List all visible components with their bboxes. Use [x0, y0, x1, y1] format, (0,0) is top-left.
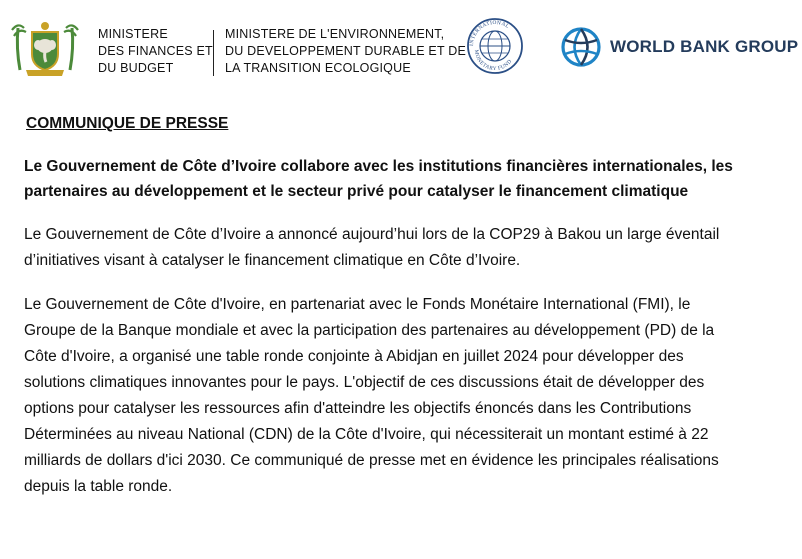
ministry-environment-block: [225, 26, 466, 77]
svg-text:INTERNATIONAL: INTERNATIONAL: [468, 19, 511, 47]
header-divider: [213, 30, 214, 76]
press-release-body: [24, 114, 744, 518]
ministry-env-line-2: DU DEVELOPPEMENT DURABLE ET DE: [225, 44, 467, 58]
ministry-env-line-1: MINISTERE DE L'ENVIRONNEMENT,: [225, 27, 445, 41]
ministry-finance-line-1: MINISTERE: [98, 27, 168, 41]
paragraph-1: Le Gouvernement de Côte d’Ivoire a annoncé aujourd’hui lors de la COP29 à Bakou un large éventail d’initiatives visant à catalyser le financement climatique en Côte d’Ivoire.: [24, 226, 720, 269]
ministry-finance-line-2: DES FINANCES ET: [98, 44, 213, 58]
press-release-title: COMMUNIQUE DE PRESSE: [26, 115, 229, 132]
world-bank-group-wordmark: WORLD BANK GROUP: [610, 37, 799, 56]
press-release-headline: Le Gouvernement de Côte d’Ivoire collabore avec les institutions financières internationales, les partenaires au développement et le secteur privé pour catalyser le financement climatique: [24, 158, 733, 200]
imf-seal-icon: [466, 17, 524, 75]
world-bank-group-logo: [560, 26, 798, 68]
imf-seal-logo: [466, 17, 524, 75]
ministry-env-line-3: LA TRANSITION ECOLOGIQUE: [225, 61, 411, 75]
world-bank-globe-icon: [560, 26, 602, 68]
ministry-finance-block: [98, 26, 213, 77]
ministry-finance-line-3: DU BUDGET: [98, 61, 174, 75]
letterhead: [0, 0, 802, 90]
cote-divoire-coat-of-arms-logo: [10, 18, 80, 78]
coat-of-arms-icon: [10, 18, 80, 78]
paragraph-2: Le Gouvernement de Côte d'Ivoire, en partenariat avec le Fonds Monétaire International (FMI), le Groupe de la Banque mondiale et avec la participation des partenaires au développement (PD) de la Côte d'Ivoire, a organisé une table ronde conjointe à Abidjan en juillet 2024 pour développer des solutions climatiques innovantes pour le pays. L'objectif de ces discussions était de développer des options pour catalyser les ressources afin d'atteindre les objectifs énoncés dans les Contributions Déterminées au niveau National (CDN) de la Côte d'Ivoire, qui nécessiterait un montant estimé à 22 milliards de dollars d'ici 2030. Ce communiqué de presse met en évidence les principales réalisations depuis la table ronde.: [24, 296, 719, 495]
svg-text:MONETARY FUND: MONETARY FUND: [472, 49, 514, 73]
